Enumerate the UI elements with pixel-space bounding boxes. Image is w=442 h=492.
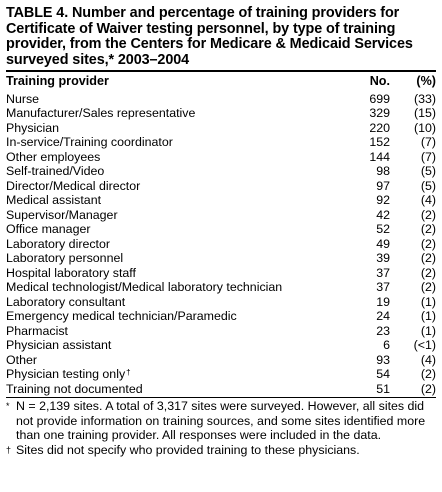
provider-label: Laboratory consultant: [6, 294, 126, 309]
provider-cell: [6, 324, 350, 339]
percent-cell: (1): [420, 323, 436, 338]
percent-cell: (2): [420, 367, 436, 382]
provider-cell: [6, 309, 350, 324]
header-row: [6, 72, 436, 90]
provider-cell: [6, 106, 350, 121]
table-row: [6, 266, 436, 281]
count-cell: 23: [376, 323, 390, 338]
provider-cell: [6, 280, 350, 295]
percent-cell: (2): [420, 222, 436, 237]
table-row: [6, 106, 436, 121]
provider-cell: [6, 208, 350, 223]
footnotes: [6, 399, 436, 457]
percent-cell: (2): [420, 251, 436, 266]
footnote: [6, 399, 436, 443]
provider-cell: [6, 237, 350, 252]
table-row: [6, 150, 436, 165]
percent-cell: (1): [420, 294, 436, 309]
count-cell: 52: [376, 222, 390, 237]
header-pct: (%): [416, 74, 436, 89]
table-row: [6, 179, 436, 194]
percent-cell: (10): [413, 120, 436, 135]
provider-cell: [6, 251, 350, 266]
percent-cell: (33): [413, 91, 436, 106]
provider-label: Manufacturer/Sales representative: [6, 106, 196, 121]
footnote-text: Sites did not specify who provided training to these physicians.: [16, 442, 360, 457]
count-cell: 152: [369, 135, 390, 150]
provider-cell: [6, 295, 350, 310]
provider-label: Director/Medical director: [6, 178, 141, 193]
percent-cell: (2): [420, 207, 436, 222]
provider-label: Training not documented: [6, 381, 143, 396]
table-row: [6, 353, 436, 368]
provider-label: Supervisor/Manager: [6, 207, 118, 222]
count-cell: 329: [369, 106, 390, 121]
table-row: [6, 135, 436, 150]
count-cell: 49: [376, 236, 390, 251]
table-row: [6, 280, 436, 295]
footnote-mark: †: [126, 368, 131, 378]
provider-label: Laboratory director: [6, 236, 110, 251]
table-title: TABLE 4. Number and percentage of training providers for Certificate of Waiver testing personnel, by type of training provider, from the Centers for Medicare & Medicaid Services surveyed sites,* 2003–2004: [6, 5, 413, 68]
provider-cell: [6, 135, 350, 150]
table-row: [6, 208, 436, 223]
provider-cell: [6, 179, 350, 194]
count-cell: 98: [376, 164, 390, 179]
table-body: [6, 90, 436, 398]
percent-cell: (1): [420, 309, 436, 324]
provider-label: Other: [6, 352, 37, 367]
percent-cell: (2): [420, 265, 436, 280]
provider-label: Physician testing only: [6, 367, 126, 382]
percent-cell: (2): [420, 280, 436, 295]
table-row: [6, 338, 436, 353]
provider-cell: [6, 193, 350, 208]
provider-cell: [6, 222, 350, 237]
percent-cell: (5): [420, 178, 436, 193]
provider-label: Medical technologist/Medical laboratory technician: [6, 280, 283, 295]
count-cell: 42: [376, 207, 390, 222]
table-row: [6, 193, 436, 208]
table-row: [6, 295, 436, 310]
provider-cell: [6, 382, 350, 398]
table-row: [6, 324, 436, 339]
count-cell: 37: [376, 265, 390, 280]
provider-label: In-service/Training coordinator: [6, 135, 173, 150]
provider-label: Hospital laboratory staff: [6, 265, 136, 280]
table-row: [6, 251, 436, 266]
provider-cell: [6, 367, 350, 382]
count-cell: 144: [369, 149, 390, 164]
count-cell: 699: [369, 91, 390, 106]
count-cell: 97: [376, 178, 390, 193]
provider-cell: [6, 150, 350, 165]
percent-cell: (2): [420, 381, 436, 396]
provider-cell: [6, 353, 350, 368]
count-cell: 220: [369, 120, 390, 135]
table-row: [6, 237, 436, 252]
provider-label: Laboratory personnel: [6, 251, 124, 266]
table-row: [6, 90, 436, 107]
percent-cell: (7): [420, 149, 436, 164]
provider-cell: [6, 164, 350, 179]
table-row: [6, 309, 436, 324]
table-row: [6, 222, 436, 237]
footnote-symbol: *: [6, 401, 10, 412]
training-provider-table: [6, 72, 436, 397]
provider-label: Physician: [6, 120, 60, 135]
percent-cell: (5): [420, 164, 436, 179]
table-row: [6, 367, 436, 382]
provider-label: Office manager: [6, 222, 91, 237]
provider-label: Nurse: [6, 91, 40, 106]
header-no: No.: [369, 74, 390, 89]
count-cell: 19: [376, 294, 390, 309]
footnote-text: N = 2,139 sites. A total of 3,317 sites were surveyed. However, all sites did not provide information on training sources, and some sites identified more than one training provider. All responses were included in the data.: [16, 399, 426, 443]
percent-cell: (15): [413, 106, 436, 121]
provider-label: Pharmacist: [6, 323, 68, 338]
percent-cell: (2): [420, 236, 436, 251]
count-cell: 51: [376, 381, 390, 396]
percent-cell: (4): [420, 352, 436, 367]
count-cell: 37: [376, 280, 390, 295]
provider-label: Medical assistant: [6, 193, 102, 208]
header-training-provider: Training provider: [6, 74, 109, 89]
percent-cell: (4): [420, 193, 436, 208]
provider-label: Physician assistant: [6, 338, 112, 353]
bottom-rule: [6, 397, 436, 398]
count-cell: 92: [376, 193, 390, 208]
provider-cell: [6, 121, 350, 136]
footnote: [6, 443, 436, 458]
footnote-symbol: †: [6, 444, 12, 455]
percent-cell: (7): [420, 135, 436, 150]
count-cell: 93: [376, 352, 390, 367]
count-cell: 6: [383, 338, 390, 353]
provider-cell: [6, 90, 350, 107]
provider-label: Emergency medical technician/Paramedic: [6, 309, 237, 324]
count-cell: 54: [376, 367, 390, 382]
provider-label: Other employees: [6, 149, 101, 164]
count-cell: 24: [376, 309, 390, 324]
table-row: [6, 382, 436, 398]
provider-cell: [6, 266, 350, 281]
percent-cell: (<1): [413, 338, 436, 353]
count-cell: 39: [376, 251, 390, 266]
table-row: [6, 121, 436, 136]
provider-cell: [6, 338, 350, 353]
provider-label: Self-trained/Video: [6, 164, 105, 179]
table-row: [6, 164, 436, 179]
